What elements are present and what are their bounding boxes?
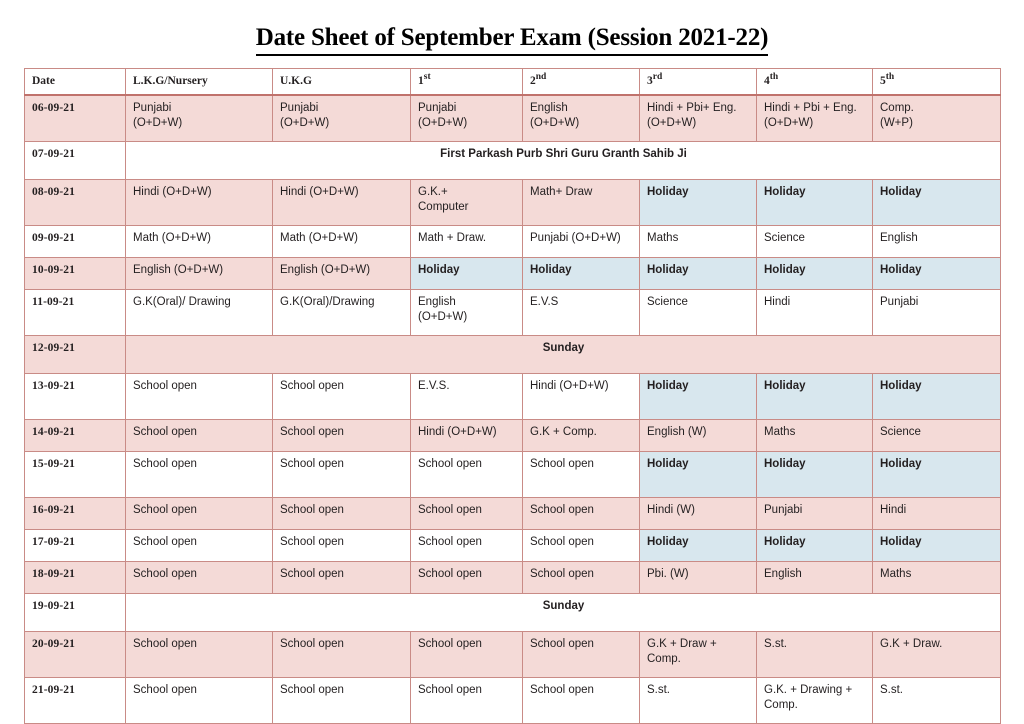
schedule-cell: Hindi + Pbi+ Eng. (O+D+W) — [640, 95, 757, 142]
schedule-cell: Punjabi — [757, 498, 873, 530]
schedule-cell: S.st. — [873, 678, 1001, 724]
schedule-cell: School open — [523, 678, 640, 724]
schedule-cell-holiday: Holiday — [640, 452, 757, 498]
schedule-cell: School open — [411, 530, 523, 562]
row-date-cell: 10-09-21 — [25, 258, 126, 290]
schedule-cell: School open — [126, 420, 273, 452]
column-header-label: Date — [32, 74, 55, 87]
column-header-label: L.K.G/Nursery — [133, 74, 208, 87]
row-date-cell: 11-09-21 — [25, 290, 126, 336]
schedule-cell: Math + Draw. — [411, 226, 523, 258]
table-row — [25, 95, 1001, 142]
schedule-cell: English — [873, 226, 1001, 258]
schedule-cell-holiday: Holiday — [873, 180, 1001, 226]
row-event-cell: First Parkash Purb Shri Guru Granth Sahib Ji — [126, 142, 1001, 180]
column-header-label: 1 — [418, 74, 424, 87]
table-body — [25, 95, 1001, 724]
schedule-cell-holiday: Holiday — [873, 530, 1001, 562]
table-row — [25, 452, 1001, 498]
column-header-ordinal-suffix: st — [423, 71, 431, 82]
schedule-cell: School open — [126, 498, 273, 530]
column-header-1st — [411, 68, 523, 95]
schedule-cell: English (O+D+W) — [411, 290, 523, 336]
table-row — [25, 258, 1001, 290]
row-date-cell: 18-09-21 — [25, 562, 126, 594]
column-header-3rd — [640, 68, 757, 95]
schedule-cell-holiday: Holiday — [640, 530, 757, 562]
table-row — [25, 226, 1001, 258]
schedule-cell: G.K.+ Computer — [411, 180, 523, 226]
schedule-cell-holiday: Holiday — [640, 374, 757, 420]
table-row — [25, 420, 1001, 452]
schedule-cell: Maths — [757, 420, 873, 452]
schedule-cell: English (O+D+W) — [126, 258, 273, 290]
schedule-cell: Math+ Draw — [523, 180, 640, 226]
column-header-date — [25, 68, 126, 95]
schedule-cell: School open — [523, 632, 640, 678]
schedule-cell: School open — [273, 374, 411, 420]
schedule-cell: S.st. — [640, 678, 757, 724]
schedule-cell: School open — [523, 562, 640, 594]
schedule-cell: Hindi — [873, 498, 1001, 530]
table-row — [25, 632, 1001, 678]
schedule-cell: Maths — [873, 562, 1001, 594]
page-title-container — [0, 0, 1024, 68]
schedule-cell: Science — [757, 226, 873, 258]
row-date-cell: 16-09-21 — [25, 498, 126, 530]
schedule-cell: Hindi (O+D+W) — [273, 180, 411, 226]
schedule-cell-holiday: Holiday — [873, 374, 1001, 420]
schedule-cell: School open — [126, 530, 273, 562]
table-row — [25, 498, 1001, 530]
table-row — [25, 142, 1001, 180]
row-date-cell: 21-09-21 — [25, 678, 126, 724]
schedule-cell: School open — [273, 530, 411, 562]
schedule-cell: G.K + Draw. — [873, 632, 1001, 678]
schedule-cell: School open — [126, 374, 273, 420]
schedule-cell: Math (O+D+W) — [126, 226, 273, 258]
schedule-cell-holiday: Holiday — [873, 258, 1001, 290]
schedule-cell: School open — [273, 678, 411, 724]
schedule-cell: English (W) — [640, 420, 757, 452]
table-row — [25, 562, 1001, 594]
schedule-cell: Punjabi (O+D+W) — [126, 95, 273, 142]
table-row — [25, 678, 1001, 724]
schedule-cell: S.st. — [757, 632, 873, 678]
schedule-cell: School open — [126, 562, 273, 594]
schedule-cell: School open — [411, 562, 523, 594]
column-header-label: 5 — [880, 74, 886, 87]
schedule-cell: Science — [873, 420, 1001, 452]
schedule-cell: Punjabi (O+D+W) — [411, 95, 523, 142]
schedule-cell: School open — [273, 562, 411, 594]
schedule-cell: E.V.S. — [411, 374, 523, 420]
row-date-cell: 15-09-21 — [25, 452, 126, 498]
schedule-cell: School open — [523, 530, 640, 562]
date-sheet-table-container — [24, 68, 1000, 724]
date-sheet-table — [24, 68, 1001, 724]
table-row — [25, 594, 1001, 632]
schedule-cell: School open — [273, 420, 411, 452]
row-date-cell: 13-09-21 — [25, 374, 126, 420]
schedule-cell-holiday: Holiday — [757, 258, 873, 290]
schedule-cell: School open — [411, 452, 523, 498]
column-header-5th — [873, 68, 1001, 95]
schedule-cell: G.K(Oral)/ Drawing — [126, 290, 273, 336]
schedule-cell: Hindi (O+D+W) — [523, 374, 640, 420]
schedule-cell-holiday: Holiday — [757, 374, 873, 420]
header-row — [25, 68, 1001, 95]
schedule-cell: Hindi + Pbi + Eng. (O+D+W) — [757, 95, 873, 142]
schedule-cell: English — [757, 562, 873, 594]
schedule-cell: School open — [273, 498, 411, 530]
table-row — [25, 336, 1001, 374]
row-date-cell: 12-09-21 — [25, 336, 126, 374]
schedule-cell: G.K + Draw + Comp. — [640, 632, 757, 678]
table-row — [25, 530, 1001, 562]
schedule-cell: Punjabi (O+D+W) — [523, 226, 640, 258]
row-date-cell: 17-09-21 — [25, 530, 126, 562]
table-row — [25, 180, 1001, 226]
row-date-cell: 14-09-21 — [25, 420, 126, 452]
row-date-cell: 07-09-21 — [25, 142, 126, 180]
schedule-cell: English (O+D+W) — [273, 258, 411, 290]
schedule-cell-holiday: Holiday — [411, 258, 523, 290]
column-header-2nd — [523, 68, 640, 95]
schedule-cell: School open — [411, 498, 523, 530]
schedule-cell: Science — [640, 290, 757, 336]
schedule-cell-holiday: Holiday — [640, 258, 757, 290]
schedule-cell-holiday: Holiday — [757, 180, 873, 226]
row-date-cell: 19-09-21 — [25, 594, 126, 632]
schedule-cell: School open — [273, 452, 411, 498]
schedule-cell: School open — [411, 632, 523, 678]
schedule-cell: G.K. + Drawing + Comp. — [757, 678, 873, 724]
schedule-cell: English (O+D+W) — [523, 95, 640, 142]
schedule-cell: Math (O+D+W) — [273, 226, 411, 258]
schedule-cell: School open — [523, 452, 640, 498]
schedule-cell: Punjabi (O+D+W) — [273, 95, 411, 142]
row-date-cell: 08-09-21 — [25, 180, 126, 226]
table-row — [25, 290, 1001, 336]
schedule-cell: School open — [126, 678, 273, 724]
schedule-cell: School open — [126, 632, 273, 678]
schedule-cell: Hindi (O+D+W) — [126, 180, 273, 226]
schedule-cell: Maths — [640, 226, 757, 258]
row-date-cell: 09-09-21 — [25, 226, 126, 258]
schedule-cell-holiday: Holiday — [757, 530, 873, 562]
schedule-cell: School open — [273, 632, 411, 678]
column-header-u-k-g — [273, 68, 411, 95]
row-event-cell: Sunday — [126, 594, 1001, 632]
schedule-cell: Hindi — [757, 290, 873, 336]
schedule-cell: School open — [523, 498, 640, 530]
schedule-cell: School open — [411, 678, 523, 724]
schedule-cell: G.K + Comp. — [523, 420, 640, 452]
schedule-cell-holiday: Holiday — [523, 258, 640, 290]
page-title: Date Sheet of September Exam (Session 2021-22) — [256, 24, 769, 56]
column-header-ordinal-suffix: th — [885, 71, 895, 82]
schedule-cell-holiday: Holiday — [873, 452, 1001, 498]
schedule-cell: E.V.S — [523, 290, 640, 336]
column-header-ordinal-suffix: nd — [535, 71, 547, 82]
column-header-ordinal-suffix: rd — [652, 71, 663, 82]
row-date-cell: 20-09-21 — [25, 632, 126, 678]
column-header-4th — [757, 68, 873, 95]
schedule-cell: School open — [126, 452, 273, 498]
schedule-cell-holiday: Holiday — [757, 452, 873, 498]
schedule-cell: Punjabi — [873, 290, 1001, 336]
schedule-cell: Pbi. (W) — [640, 562, 757, 594]
column-header-label: U.K.G — [280, 74, 312, 87]
table-header — [25, 68, 1001, 95]
schedule-cell: Comp. (W+P) — [873, 95, 1001, 142]
schedule-cell: Hindi (O+D+W) — [411, 420, 523, 452]
column-header-label: 2 — [530, 74, 536, 87]
column-header-label: 4 — [764, 74, 770, 87]
column-header-ordinal-suffix: th — [769, 71, 779, 82]
schedule-cell: Hindi (W) — [640, 498, 757, 530]
row-date-cell: 06-09-21 — [25, 95, 126, 142]
column-header-label: 3 — [647, 74, 653, 87]
table-row — [25, 374, 1001, 420]
column-header-l-k-g-nursery — [126, 68, 273, 95]
schedule-cell-holiday: Holiday — [640, 180, 757, 226]
row-event-cell: Sunday — [126, 336, 1001, 374]
schedule-cell: G.K(Oral)/Drawing — [273, 290, 411, 336]
